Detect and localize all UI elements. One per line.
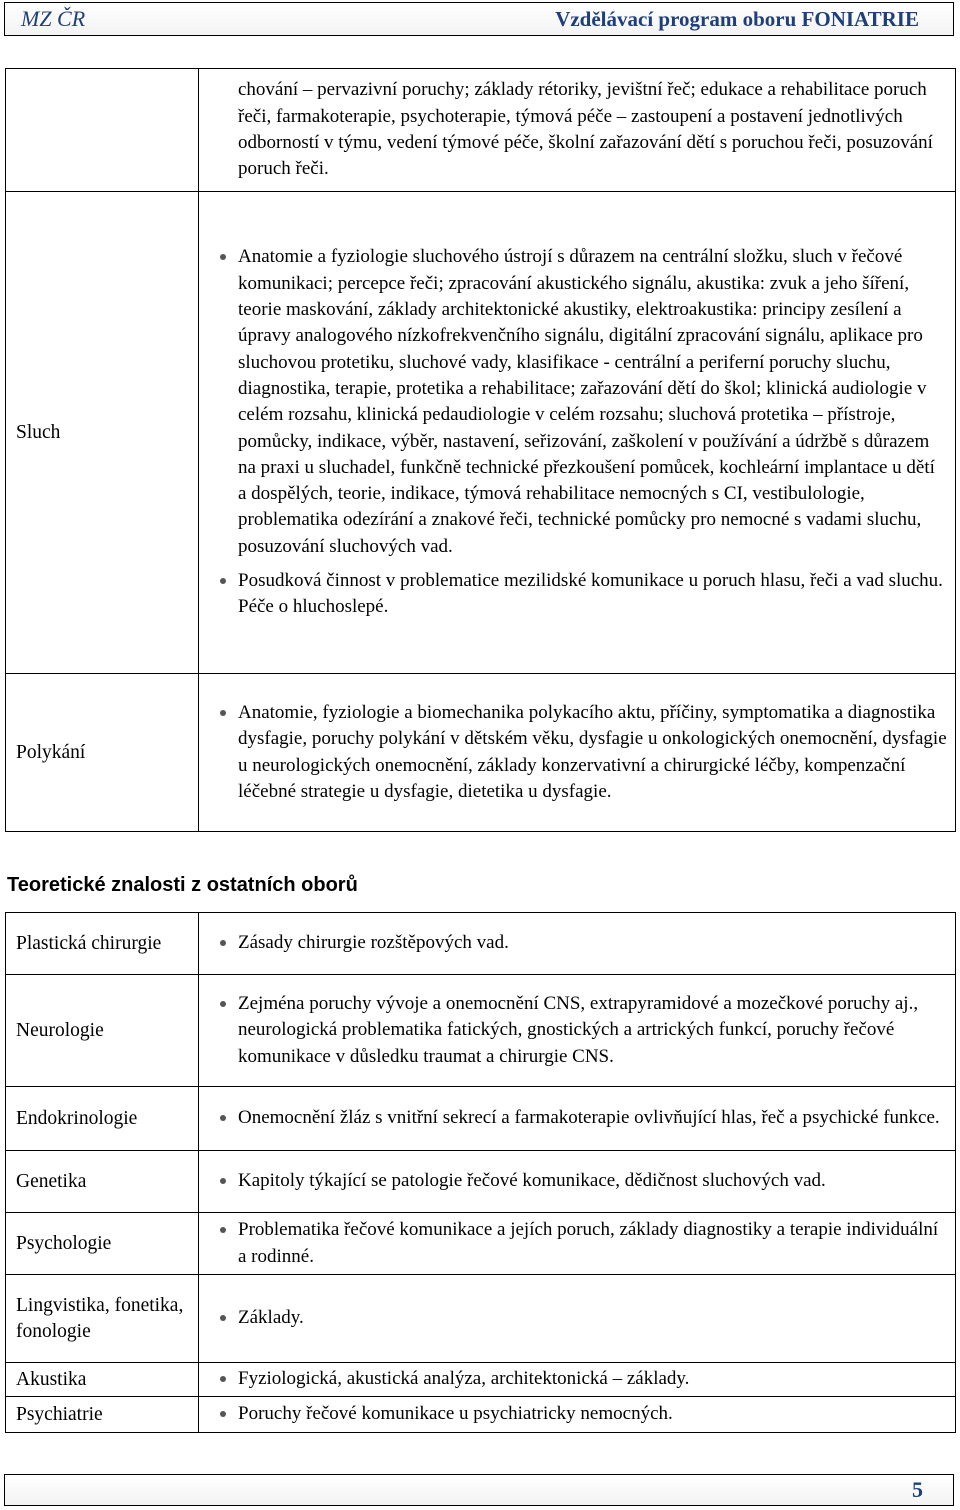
topics-table — [5, 68, 956, 832]
section-title: Teoretické znalosti z ostatních oborů — [7, 874, 358, 896]
table-row — [6, 1363, 956, 1397]
page-footer — [4, 1474, 954, 1506]
row-content — [199, 69, 956, 192]
row-label-polykani: Polykání — [6, 674, 199, 832]
table-row — [6, 1151, 956, 1213]
list-item: Onemocnění žláz s vnitřní sekrecí a farmakoterapie ovlivňující hlas, řeč a psychické funkce. — [219, 1105, 947, 1131]
list-item: Posudková činnost v problematice mezilidské komunikace u poruch hlasu, řeči a vad sluchu. Péče o hluchoslepé. — [219, 568, 947, 621]
page-number: 5 — [912, 1477, 923, 1502]
table-row — [6, 1397, 956, 1433]
table-row — [6, 975, 956, 1087]
table-row-polykani — [6, 674, 956, 832]
row-content-sluch — [199, 192, 956, 674]
table-row — [6, 913, 956, 975]
list-item: Fyziologická, akustická analýza, architektonická – základy. — [219, 1366, 947, 1392]
table-row — [6, 69, 956, 192]
field-content — [199, 1363, 956, 1397]
list-item: Zejména poruchy vývoje a onemocnění CNS, extrapyramidové a mozečkové poruchy aj., neurologická problematika fatických, gnostických a artrických funkcí, poruchy řečové komunikace v důsledku traumat a chirurgie CNS. — [219, 991, 947, 1070]
list-item: Poruchy řečové komunikace u psychiatricky nemocných. — [219, 1401, 947, 1427]
field-label: Lingvistika, fonetika, fonologie — [6, 1275, 199, 1363]
field-content — [199, 1151, 956, 1213]
list-item: Kapitoly týkající se patologie řečové komunikace, dědičnost sluchových vad. — [219, 1168, 947, 1194]
table-row-sluch — [6, 192, 956, 674]
list-item: Problematika řečové komunikace a jejích poruch, základy diagnostiky a terapie individuální a rodinné. — [219, 1217, 947, 1270]
field-content — [199, 1275, 956, 1363]
row-label-sluch: Sluch — [6, 192, 199, 674]
field-label: Akustika — [6, 1363, 199, 1397]
row-content-polykani — [199, 674, 956, 832]
list-item: Základy. — [219, 1305, 947, 1331]
field-content — [199, 1213, 956, 1275]
field-content — [199, 1087, 956, 1151]
field-content — [199, 975, 956, 1087]
other-fields-table — [5, 912, 956, 1433]
field-content — [199, 913, 956, 975]
header-title: Vzdělávací program oboru FONIATRIE — [555, 7, 919, 31]
field-label: Psychiatrie — [6, 1397, 199, 1433]
polykani-list — [219, 700, 947, 805]
field-label: Psychologie — [6, 1213, 199, 1275]
field-label: Endokrinologie — [6, 1087, 199, 1151]
header-left: MZ ČR — [21, 6, 86, 31]
row-label-empty — [6, 69, 199, 192]
field-content — [199, 1397, 956, 1433]
list-item: Anatomie, fyziologie a biomechanika polykacího aktu, příčiny, symptomatika a diagnostika dysfagie, poruchy polykání v dětském věku, dysfagie u onkologických onemocnění, dysfagie u neurologických onemocnění, základy konzervativní a chirurgické léčby, kompenzační léčebné strategie u dysfagie, dietetika u dysfagie. — [219, 700, 947, 805]
field-label: Genetika — [6, 1151, 199, 1213]
list-item: Zásady chirurgie rozštěpových vad. — [219, 930, 947, 956]
sluch-list — [219, 244, 947, 620]
table-row — [6, 1275, 956, 1363]
table-row — [6, 1087, 956, 1151]
field-label: Neurologie — [6, 975, 199, 1087]
page-header — [4, 2, 954, 36]
continued-text: chování – pervazivní poruchy; základy rétoriky, jevištní řeč; edukace a rehabilitace poruch řeči, farmakoterapie, psychoterapie, týmová péče – zastoupení a postavení jednotlivých odborností v týmu, vedení týmové péče, školní zařazování dětí s poruchou řeči, posuzování poruch řeči. — [238, 79, 933, 180]
table-row — [6, 1213, 956, 1275]
list-item: Anatomie a fyziologie sluchového ústrojí s důrazem na centrální složku, sluch v řečové komunikaci; percepce řeči; zpracování akustického signálu, akustika: zvuk a jeho šíření, teorie maskování, základy architektonické akustiky, elektroakustika: principy zesílení a úpravy analogového nízkofrekvenčního signálu, digitální zpracování signálu, aplikace pro sluchovou protetiku, sluchové vady, klasifikace - centrální a periferní poruchy sluchu, diagnostika, terapie, protetika a rehabilitace; zařazování dětí do škol; klinická audiologie v celém rozsahu, klinická pedaudiologie v celém rozsahu; sluchová protetika – přístroje, pomůcky, indikace, výběr, nastavení, seřizování, zaškolení v používání a údržbě s důrazem na praxi u sluchadel, funkčně technické přezkoušení pomůcek, kochleární implantace u dětí a dospělých, teorie, indikace, týmová rehabilitace nemocných s CI, vestibulologie, problematika odezírání a znakové řeči, technické pomůcky pro nemocné s vadami sluchu, posuzování sluchových vad. — [219, 244, 947, 560]
field-label: Plastická chirurgie — [6, 913, 199, 975]
